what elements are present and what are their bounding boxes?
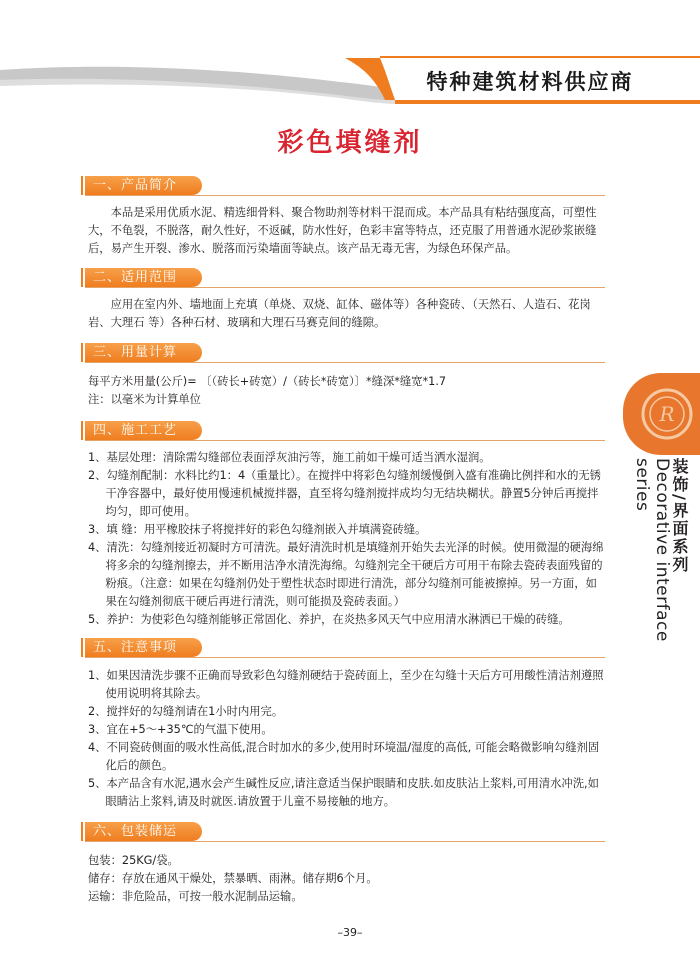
brand-logo-icon [639, 386, 695, 442]
section-divider [85, 440, 605, 441]
usage-body [88, 373, 608, 409]
section-divider [85, 657, 605, 658]
intro-paragraph: 本品是采用优质水泥、精选细骨料、聚合物助剂等材料干混而成。本产品具有粘结强度高，可塑性大，不龟裂，不脱落，耐久性好，不返碱，防水性好，色彩丰富等特点，还克服了用普通水泥砂浆嵌缝后，易产生开裂、渗水、脱落而污染墙面等缺点。该产品无毒无害，为绿色环保产品。 [88, 206, 597, 255]
section-divider [85, 841, 605, 842]
packaging-item: 运输：非危险品，可按一般水泥制品运输。 [88, 890, 303, 903]
process-item: 2、勾缝剂配制：水料比约1：4（重量比）。在搅拌中将彩色勾缝剂缓慢倒入盛有准确比例拌和水的无锈干净容器中，最好使用慢速机械搅拌器，直至将勾缝剂搅拌成均匀无结块糊状。静置5分钟后再搅拌均匀，即可使用。 [88, 469, 601, 518]
process-item: 4、清洗：勾缝剂接近初凝时方可清洗。最好清洗时机是填缝剂开始失去光泽的时候。使用微湿的硬海绵将多余的勾缝剂擦去，并不断用洁净水清洗海绵。勾缝剂完全干硬后方可用干布除去瓷砖表面残留的粉痕。（注意：如果在勾缝剂仍处于塑性状态时即进行清洗，部分勾缝剂可能被擦掉。另一方面，如果在勾缝剂彻底干硬后再进行清洗，则可能损及瓷砖表面。） [88, 541, 604, 608]
section-heading-scope: 二、适用范围 [85, 268, 202, 287]
notes-item: 1、如果因清洗步骤不正确而导致彩色勾缝剂硬结于瓷砖面上，至少在勾缝十天后方可用酸性清洁剂遵照使用说明将其除去。 [88, 669, 604, 700]
side-category-en: Decorative interface series [632, 458, 672, 642]
scope-body [88, 296, 608, 332]
process-body [88, 449, 608, 629]
section-heading-process: 四、施工工艺 [85, 421, 202, 440]
page-number: –39– [337, 926, 363, 939]
section-heading-usage: 三、用量计算 [85, 343, 202, 362]
process-item: 1、基层处理：清除需勾缝部位表面浮灰油污等，施工前如干燥可适当洒水湿润。 [88, 451, 491, 464]
side-category-cn: 装饰/界面系列 [670, 458, 689, 574]
notes-item: 2、搅拌好的勾缝剂请在1小时内用完。 [88, 705, 284, 718]
notes-item: 3、宜在+5～+35℃的气温下使用。 [88, 723, 273, 736]
section-divider [85, 195, 605, 196]
process-item: 5、养护：为使彩色勾缝剂能够正常固化、养护，在炎热多风天气中应用清水淋洒已干燥的砖缝。 [88, 613, 570, 626]
section-divider [85, 362, 605, 363]
notes-body [88, 667, 608, 811]
header-title: 特种建筑材料供应商 [426, 70, 634, 94]
process-item: 3、填 缝：用平橡胶抹子将搅拌好的彩色勾缝剂嵌入并填满瓷砖缝。 [88, 523, 427, 536]
section-heading-notes: 五、注意事项 [85, 638, 202, 657]
page-title: 彩色填缝剂 [277, 128, 423, 158]
notes-item: 5、本产品含有水泥,遇水会产生碱性反应,请注意适当保护眼睛和皮肤.如皮肤沾上浆料,可用清水冲洗,如眼睛沾上浆料,请及时就医.请放置于儿童不易接触的地方。 [88, 777, 599, 808]
usage-formula: 每平方米用量(公斤)= 〔（砖长+砖宽）/（砖长*砖宽）〕*缝深*缝宽*1.7 [88, 375, 447, 388]
section-divider [85, 287, 605, 288]
notes-item: 4、不同瓷砖侧面的吸水性高低,混合时加水的多少,使用时环境温/湿度的高低, 可能会略微影响勾缝剂固化后的颜色。 [88, 741, 600, 772]
packaging-body [88, 852, 608, 906]
packaging-item: 包装：25KG/袋。 [88, 854, 179, 867]
side-category-tab [623, 373, 700, 455]
packaging-item: 储存：存放在通风干燥处，禁暴晒、雨淋。储存期6个月。 [88, 872, 378, 885]
usage-note: 注：以毫米为计算单位 [88, 393, 201, 406]
section-heading-packaging: 六、包装储运 [85, 822, 202, 841]
logo-letter: R [659, 402, 675, 426]
section-heading-intro: 一、产品简介 [85, 176, 202, 195]
intro-body [88, 204, 608, 258]
scope-paragraph: 应用在室内外、墙地面上充填（单烧、双烧、缸体、磁体等）各种瓷砖、（天然石、人造石、花岗岩、大理石 等）各种石材、玻璃和大理石马赛克间的缝隙。 [88, 298, 591, 329]
side-category-label [628, 458, 700, 678]
